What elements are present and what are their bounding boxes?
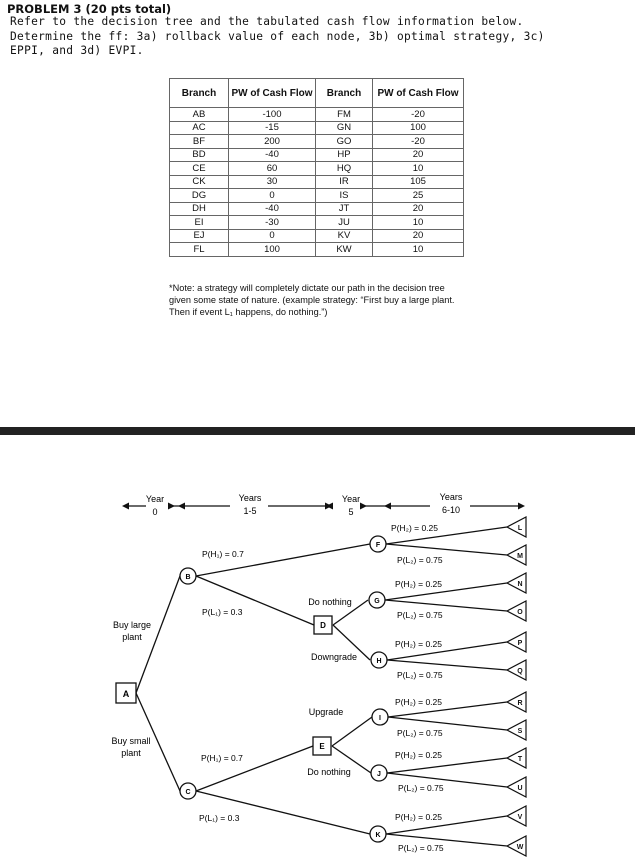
terminal-label-Q: Q bbox=[517, 668, 523, 675]
node-C-label: C bbox=[185, 789, 191, 796]
table-row bbox=[170, 189, 464, 203]
table-cell: 25 bbox=[373, 189, 464, 203]
table-row bbox=[170, 175, 464, 189]
table-cell: HQ bbox=[316, 162, 373, 176]
table-cell: -40 bbox=[229, 202, 316, 216]
downgrade-label: Downgrade bbox=[310, 652, 358, 662]
table-cell: EJ bbox=[170, 229, 229, 243]
terminal-label-N: N bbox=[517, 581, 523, 588]
table-cell: DG bbox=[170, 189, 229, 203]
table-cell: 20 bbox=[373, 202, 464, 216]
period-1-label: Years bbox=[238, 493, 262, 503]
branch-EI bbox=[332, 717, 372, 746]
period-0-value: 0 bbox=[152, 507, 158, 517]
prob-C-low: P(L₁) = 0.3 bbox=[199, 813, 240, 823]
prob-B-low: P(L₁) = 0.3 bbox=[202, 607, 243, 617]
period-3-value: 6-10 bbox=[441, 505, 461, 515]
branch-FM bbox=[386, 544, 507, 555]
table-cell: CE bbox=[170, 162, 229, 176]
branch-HQ bbox=[387, 660, 507, 670]
table-cell: DH bbox=[170, 202, 229, 216]
table-cell: 10 bbox=[373, 216, 464, 230]
upgrade-label: Upgrade bbox=[308, 707, 344, 717]
table-cell: JT bbox=[316, 202, 373, 216]
node-K-label: K bbox=[375, 832, 381, 839]
table-cell: -20 bbox=[373, 108, 464, 122]
do-nothing-E-label: Do nothing bbox=[307, 767, 351, 777]
prob-I-high: P(H₂) = 0.25 bbox=[395, 697, 442, 707]
period-2-value: 5 bbox=[348, 507, 354, 517]
terminal-label-M: M bbox=[517, 553, 523, 560]
terminal-label-T: T bbox=[517, 756, 523, 763]
node-D-label: D bbox=[320, 621, 326, 630]
table-cell: 200 bbox=[229, 135, 316, 149]
problem-title: PROBLEM 3 (20 pts total) bbox=[7, 2, 172, 16]
table-row bbox=[170, 162, 464, 176]
table-row bbox=[170, 148, 464, 162]
terminal-node-P bbox=[507, 632, 526, 652]
node-I-label: I bbox=[379, 715, 381, 722]
table-cell: -40 bbox=[229, 148, 316, 162]
table-cell: AB bbox=[170, 108, 229, 122]
prob-C-high: P(H₁) = 0.7 bbox=[201, 753, 243, 763]
prob-J-high: P(H₂) = 0.25 bbox=[395, 750, 442, 760]
buy-large-label-2: plant bbox=[122, 632, 142, 642]
period-2-label: Year bbox=[341, 494, 361, 504]
instructions-line-2: Determine the ff: 3a) rollback value of each node, 3b) optimal strategy, 3c) bbox=[10, 30, 545, 43]
section-divider bbox=[0, 427, 635, 435]
terminal-label-U: U bbox=[517, 785, 523, 792]
cash-flow-table bbox=[169, 78, 464, 257]
prob-G-low: P(L₂) = 0.75 bbox=[397, 610, 443, 620]
prob-H-high: P(H₂) = 0.25 bbox=[395, 639, 442, 649]
prob-F-high: P(H₂) = 0.25 bbox=[391, 523, 438, 533]
table-cell: -15 bbox=[229, 121, 316, 135]
table-cell: 0 bbox=[229, 229, 316, 243]
table-cell: 20 bbox=[373, 229, 464, 243]
table-cell: GN bbox=[316, 121, 373, 135]
prob-G-high: P(H₂) = 0.25 bbox=[395, 579, 442, 589]
table-cell: BD bbox=[170, 148, 229, 162]
arrowhead-left-2 bbox=[178, 503, 185, 510]
decision-tree bbox=[0, 440, 635, 860]
terminal-label-R: R bbox=[517, 700, 523, 707]
table-row bbox=[170, 108, 464, 122]
terminal-label-V: V bbox=[517, 814, 523, 821]
period-0-label: Year bbox=[145, 494, 165, 504]
table-cell: -30 bbox=[229, 216, 316, 230]
table-row bbox=[170, 229, 464, 243]
prob-J-low: P(L₂) = 0.75 bbox=[398, 783, 444, 793]
prob-H-low: P(L₂) = 0.75 bbox=[397, 670, 443, 680]
table-cell: -20 bbox=[373, 135, 464, 149]
table-cell: -100 bbox=[229, 108, 316, 122]
table-cell: KW bbox=[316, 243, 373, 257]
table-cell: 100 bbox=[373, 121, 464, 135]
table-cell: FM bbox=[316, 108, 373, 122]
terminal-label-P: P bbox=[517, 640, 523, 647]
table-cell: JU bbox=[316, 216, 373, 230]
table-cell: KV bbox=[316, 229, 373, 243]
terminal-node-T bbox=[507, 748, 526, 768]
table-cell: 20 bbox=[373, 148, 464, 162]
table-body bbox=[170, 108, 464, 257]
table-cell: 30 bbox=[229, 175, 316, 189]
terminal-label-W: W bbox=[516, 844, 524, 851]
table-cell: IR bbox=[316, 175, 373, 189]
table-cell: BF bbox=[170, 135, 229, 149]
branch-JT bbox=[387, 758, 507, 773]
table-cell: GO bbox=[316, 135, 373, 149]
header-cash-flow-2: PW of Cash Flow bbox=[373, 79, 464, 108]
arrowhead-left-4 bbox=[384, 503, 391, 510]
branch-BD bbox=[196, 576, 314, 625]
table-row bbox=[170, 135, 464, 149]
header-branch-1: Branch bbox=[170, 79, 229, 108]
terminal-node-V bbox=[507, 806, 526, 826]
table-cell: 100 bbox=[229, 243, 316, 257]
terminal-label-L: L bbox=[517, 525, 523, 532]
instructions-line-1: Refer to the decision tree and the tabulated cash flow information below. bbox=[10, 15, 524, 28]
node-H-label: H bbox=[376, 658, 382, 665]
buy-small-label-1: Buy small bbox=[111, 736, 151, 746]
arrowhead-right-1 bbox=[168, 503, 175, 510]
table-cell: 60 bbox=[229, 162, 316, 176]
terminal-label-S: S bbox=[517, 728, 523, 735]
node-B-label: B bbox=[185, 574, 191, 581]
table-row bbox=[170, 202, 464, 216]
prob-K-high: P(H₂) = 0.25 bbox=[395, 812, 442, 822]
table-row bbox=[170, 216, 464, 230]
arrowhead-right-4 bbox=[518, 503, 525, 510]
table-cell: 10 bbox=[373, 162, 464, 176]
table-cell: 0 bbox=[229, 189, 316, 203]
table-cell: HP bbox=[316, 148, 373, 162]
prob-F-low: P(L₂) = 0.75 bbox=[397, 555, 443, 565]
period-1-value: 1-5 bbox=[243, 506, 257, 516]
terminal-node-L bbox=[507, 517, 526, 537]
table-cell: FL bbox=[170, 243, 229, 257]
table-cell: CK bbox=[170, 175, 229, 189]
node-A-label: A bbox=[122, 689, 130, 699]
prob-I-low: P(L₂) = 0.75 bbox=[397, 728, 443, 738]
prob-K-low: P(L₂) = 0.75 bbox=[398, 843, 444, 853]
prob-B-high: P(H₁) = 0.7 bbox=[202, 549, 244, 559]
table-cell: 105 bbox=[373, 175, 464, 189]
node-F-label: F bbox=[375, 542, 381, 549]
arrowhead-left-1 bbox=[122, 503, 129, 510]
table-cell: 10 bbox=[373, 243, 464, 257]
node-E-label: E bbox=[319, 742, 325, 751]
table-cell: AC bbox=[170, 121, 229, 135]
header-cash-flow-1: PW of Cash Flow bbox=[229, 79, 316, 108]
node-J-label: J bbox=[377, 771, 381, 778]
do-nothing-D-label: Do nothing bbox=[308, 597, 352, 607]
instructions-line-3: EPPI, and 3d) EVPI. bbox=[10, 44, 144, 57]
arrowhead-right-3 bbox=[360, 503, 367, 510]
table-row bbox=[170, 243, 464, 257]
table-cell: IS bbox=[316, 189, 373, 203]
terminal-node-S bbox=[507, 720, 526, 740]
table-row bbox=[170, 121, 464, 135]
node-G-label: G bbox=[374, 598, 380, 605]
buy-large-label-1: Buy large bbox=[112, 620, 152, 630]
terminal-label-O: O bbox=[517, 609, 523, 616]
header-branch-2: Branch bbox=[316, 79, 373, 108]
period-3-label: Years bbox=[439, 492, 463, 502]
strategy-note: *Note: a strategy will completely dictate our path in the decision tree given some state of nature. (example strategy: “First buy a large plant. Then if event L₁ happens, do nothing.”) bbox=[169, 283, 455, 317]
buy-small-label-2: plant bbox=[121, 748, 141, 758]
branch-AB bbox=[136, 576, 180, 693]
table-cell: EI bbox=[170, 216, 229, 230]
table-header-row bbox=[170, 79, 464, 108]
